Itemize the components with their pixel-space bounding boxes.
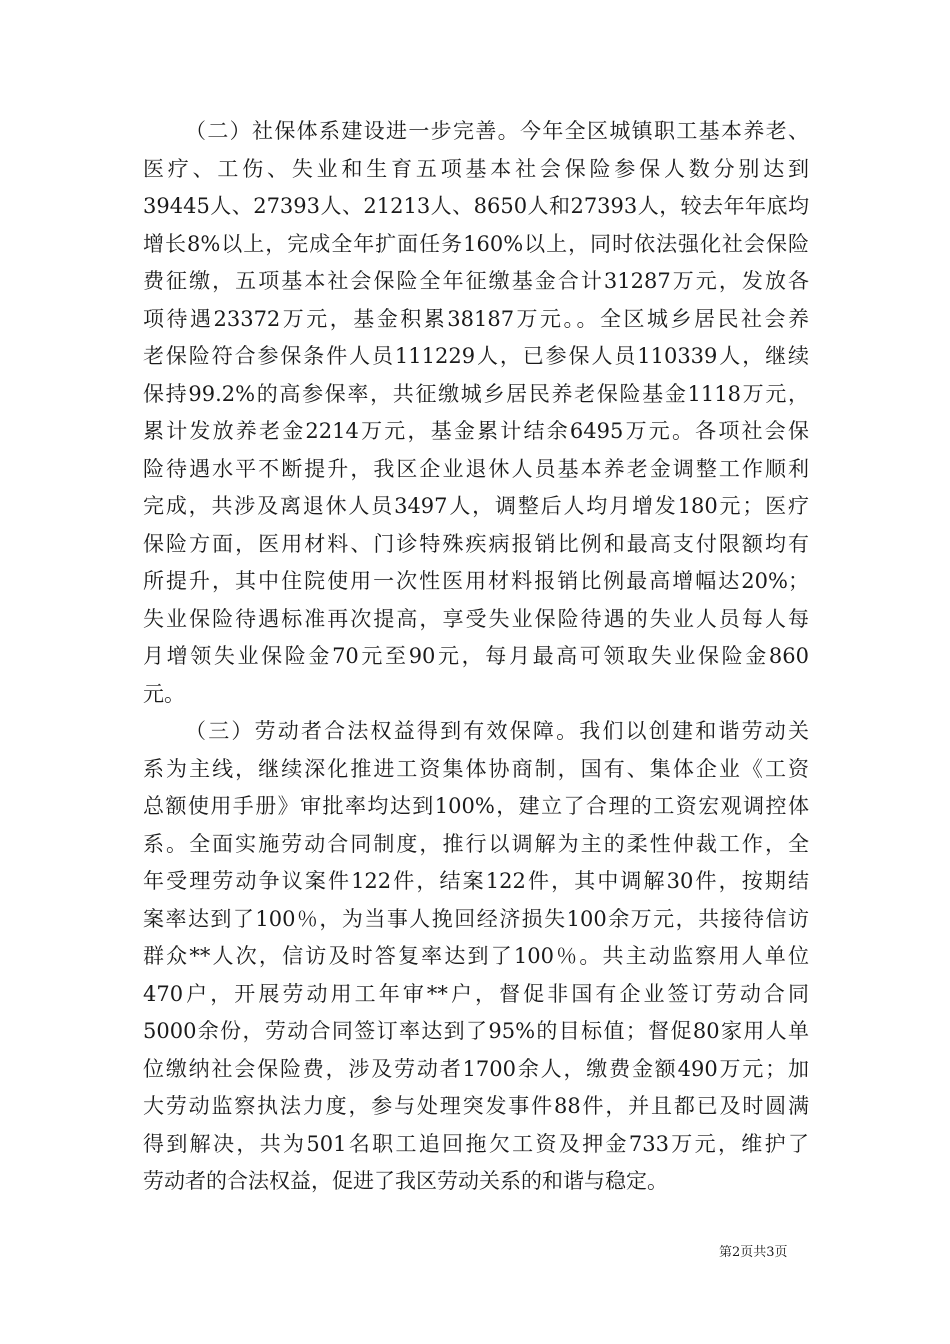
paragraph-line: 增长8%以上，完成全年扩面任务160%以上，同时依法强化社会保险 [143,231,809,256]
paragraph-social-security [143,113,809,713]
paragraph-line: 位缴纳社会保险费，涉及劳动者1700余人，缴费金额490万元；加 [143,1056,809,1081]
paragraph-line: 群众**人次，信访及时答复率达到了100％。共主动监察用人单位 [143,944,809,968]
paragraph-labor-rights [143,713,809,1201]
paragraph-line: 累计发放养老金2214万元，基金累计结余6495万元。各项社会保 [143,419,809,443]
paragraph-line: 所提升，其中住院使用一次性医用材料报销比例最高增幅达20%； [143,569,809,593]
paragraph-line: 39445人、27393人、21213人、8650人和27393人，较去年年底均 [143,194,809,218]
paragraph-line: 年受理劳动争议案件122件，结案122件，其中调解30件，按期结 [143,869,809,893]
paragraph-line: 完成，共涉及离退休人员3497人，调整后人均月增发180元；医疗 [143,494,809,518]
paragraph-line: 案率达到了100％，为当事人挽回经济损失100余万元，共接待信访 [143,906,809,931]
paragraph-line: 470户，开展劳动用工年审**户，督促非国有企业签订劳动合同 [143,981,809,1006]
paragraph-line: 系为主线，继续深化推进工资集体协商制，国有、集体企业《工资 [143,756,809,781]
paragraph-line: 项待遇23372万元，基金积累38187万元。。全区城乡居民社会养 [143,306,809,331]
paragraph-line: （二）社保体系建设进一步完善。今年全区城镇职工基本养老、 [185,119,809,143]
paragraph-line: 费征缴，五项基本社会保险全年征缴基金合计31287万元，发放各 [143,269,809,293]
paragraph-line: 月增领失业保险金70元至90元，每月最高可领取失业保险金860 [143,644,809,668]
paragraph-line: 元。 [143,681,185,706]
paragraph-line: 保险方面，医用材料、门诊特殊疾病报销比例和最高支付限额均有 [143,531,809,556]
paragraph-line: 总额使用手册》审批率均达到100%，建立了合理的工资宏观调控体 [143,794,809,818]
paragraph-line: 老保险符合参保条件人员111229人，已参保人员110339人，继续 [143,344,809,368]
paragraph-line: 系。全面实施劳动合同制度，推行以调解为主的柔性仲裁工作，全 [143,831,809,856]
page-number-footer: 第2页共3页 [719,1245,788,1260]
document-body [143,113,809,1201]
paragraph-line: 险待遇水平不断提升，我区企业退休人员基本养老金调整工作顺利 [143,456,809,481]
paragraph-line: 劳动者的合法权益，促进了我区劳动关系的和谐与稳定。 [143,1169,668,1193]
paragraph-line: 医疗、工伤、失业和生育五项基本社会保险参保人数分别达到 [143,156,809,181]
paragraph-line: 5000余份，劳动合同签订率达到了95%的目标值；督促80家用人单 [143,1019,809,1043]
paragraph-line: 大劳动监察执法力度，参与处理突发事件88件，并且都已及时圆满 [143,1094,809,1118]
paragraph-line: 失业保险待遇标准再次提高，享受失业保险待遇的失业人员每人每 [143,606,809,631]
paragraph-line: 得到解决，共为501名职工追回拖欠工资及押金733万元，维护了 [143,1131,809,1156]
paragraph-line: （三）劳动者合法权益得到有效保障。我们以创建和谐劳动关 [185,719,809,743]
paragraph-line: 保持99.2%的高参保率，共征缴城乡居民养老保险基金1118万元， [143,381,809,406]
